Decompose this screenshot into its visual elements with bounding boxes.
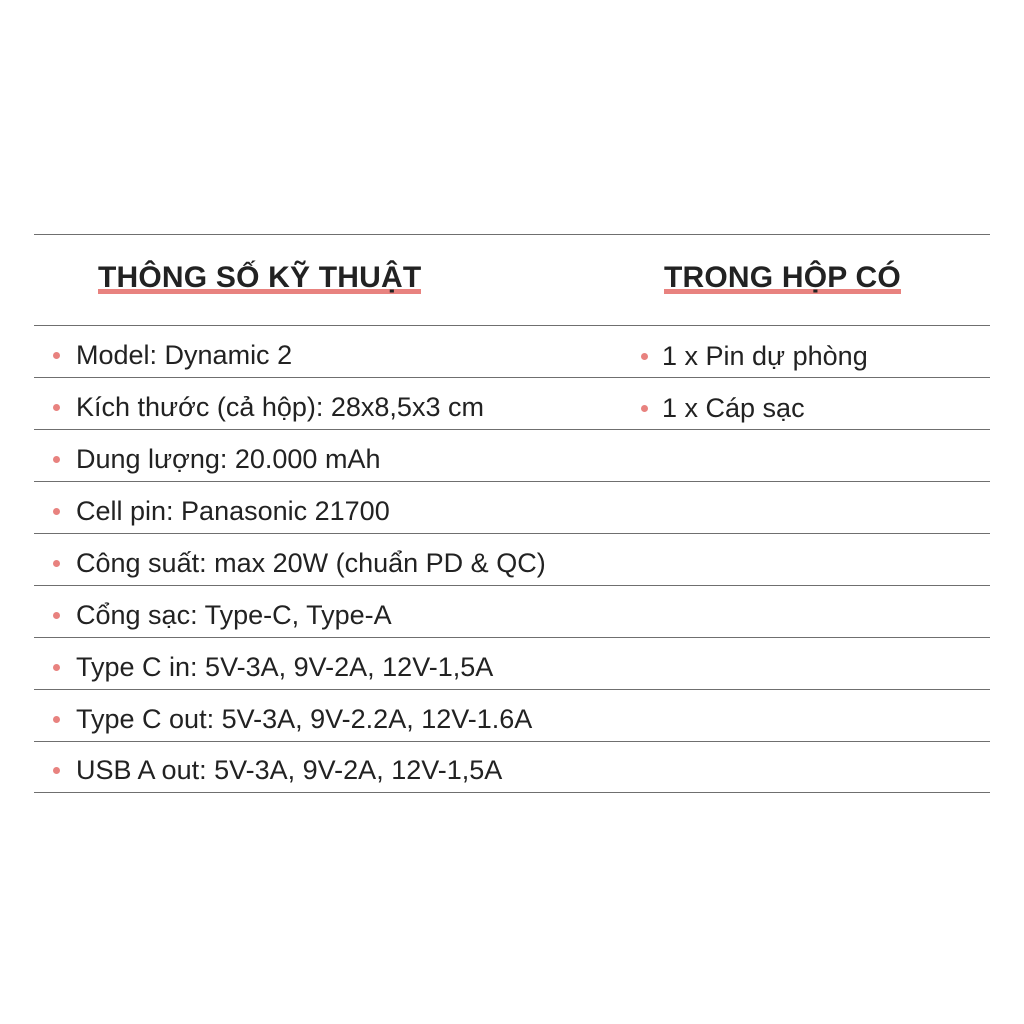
specs-heading bbox=[98, 260, 421, 296]
header-rule bbox=[34, 325, 990, 326]
spec-item-power: Công suất: max 20W (chuẩn PD & QC) bbox=[76, 548, 546, 578]
bullet-icon bbox=[53, 560, 60, 567]
bullet-icon bbox=[53, 404, 60, 411]
spec-item-cell: Cell pin: Panasonic 21700 bbox=[76, 496, 390, 526]
bullet-icon bbox=[641, 405, 648, 412]
box-contents-heading-text: TRONG HỘP CÓ bbox=[664, 261, 901, 294]
bottom-rule bbox=[34, 792, 990, 793]
row-rule bbox=[34, 533, 990, 534]
box-item-cable: 1 x Cáp sạc bbox=[662, 393, 805, 423]
row-rule bbox=[34, 429, 990, 430]
bullet-icon bbox=[53, 767, 60, 774]
bullet-icon bbox=[53, 508, 60, 515]
spec-item-type-c-in: Type C in: 5V-3A, 9V-2A, 12V-1,5A bbox=[76, 652, 494, 682]
bullet-icon bbox=[53, 456, 60, 463]
row-rule bbox=[34, 481, 990, 482]
row-rule bbox=[34, 689, 990, 690]
top-rule bbox=[34, 234, 990, 235]
bullet-icon bbox=[53, 612, 60, 619]
row-rule bbox=[34, 377, 990, 378]
spec-item-model: Model: Dynamic 2 bbox=[76, 340, 293, 370]
spec-item-dimensions: Kích thước (cả hộp): 28x8,5x3 cm bbox=[76, 392, 484, 422]
specs-heading-text: THÔNG SỐ KỸ THUẬT bbox=[98, 261, 422, 294]
row-rule bbox=[34, 637, 990, 638]
spec-item-capacity: Dung lượng: 20.000 mAh bbox=[76, 444, 381, 474]
box-contents-heading bbox=[664, 260, 901, 296]
spec-item-usb-a-out: USB A out: 5V-3A, 9V-2A, 12V-1,5A bbox=[76, 755, 503, 785]
spec-item-ports: Cổng sạc: Type-C, Type-A bbox=[76, 600, 392, 630]
bullet-icon bbox=[53, 352, 60, 359]
box-item-powerbank: 1 x Pin dự phòng bbox=[662, 341, 868, 371]
row-rule bbox=[34, 741, 990, 742]
bullet-icon bbox=[53, 664, 60, 671]
bullet-icon bbox=[53, 716, 60, 723]
bullet-icon bbox=[641, 353, 648, 360]
row-rule bbox=[34, 585, 990, 586]
spec-item-type-c-out: Type C out: 5V-3A, 9V-2.2A, 12V-1.6A bbox=[76, 704, 533, 734]
